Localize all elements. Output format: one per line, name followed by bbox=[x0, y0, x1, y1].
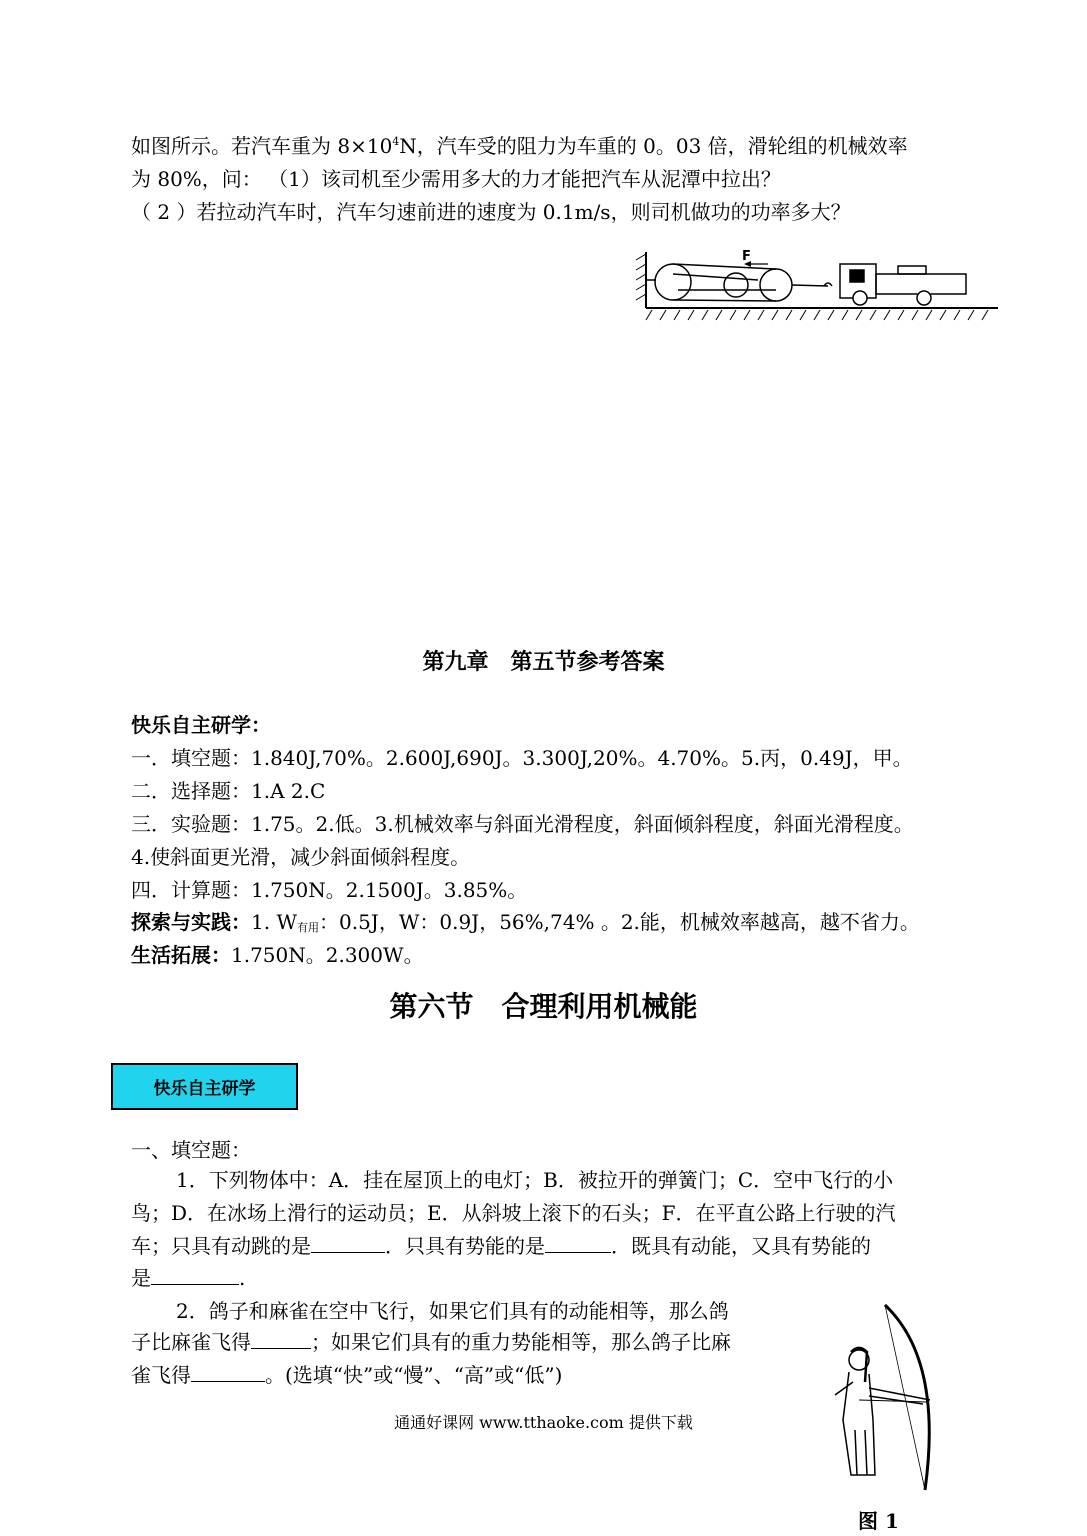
problem-text: N，汽车受的阻力为车重的 0。03 倍，滑轮组的机械效率 bbox=[399, 134, 908, 158]
wall-hatching bbox=[636, 254, 646, 300]
problem-text: 如图所示。若汽车重为 8×10 bbox=[131, 134, 393, 158]
q1-text: 车；只具有动跳的是 bbox=[131, 1234, 311, 1258]
answer-explore bbox=[131, 910, 920, 934]
pulley-movable bbox=[760, 269, 792, 301]
q2-text: 子比麻雀飞得 bbox=[131, 1330, 251, 1354]
q1-text: . bbox=[239, 1266, 246, 1290]
q2-line-3 bbox=[131, 1363, 562, 1387]
q1-line-2: 鸟；D．在冰场上滑行的运动员；E．从斜坡上滚下的石头；F．在平直公路上行驶的汽 bbox=[131, 1201, 896, 1225]
q1-line-3 bbox=[131, 1234, 871, 1258]
q1-line-1: 1．下列物体中：A．挂在屋顶上的电灯；B．被拉开的弹簧门；C．空中飞行的小 bbox=[176, 1168, 894, 1192]
fill-heading: 一、填空题： bbox=[131, 1138, 251, 1162]
q2-text: 雀飞得 bbox=[131, 1363, 191, 1387]
q1-blank-kinetic[interactable] bbox=[311, 1234, 385, 1253]
q2-line-1: 2．鸽子和麻雀在空中飞行，如果它们具有的动能相等，那么鸽 bbox=[176, 1299, 729, 1323]
answer-choice: 二．选择题：1.A 2.C bbox=[131, 779, 326, 803]
ground-hatching bbox=[646, 310, 988, 320]
pulley-small bbox=[724, 273, 748, 297]
force-label: F bbox=[742, 249, 751, 264]
q2-blank-speed[interactable] bbox=[251, 1330, 311, 1349]
q1-text: ．既具有动能，又具有势能的 bbox=[611, 1234, 871, 1258]
q2-line-2 bbox=[131, 1330, 731, 1354]
life-text: 1.750N。2.300W。 bbox=[231, 943, 424, 967]
q1-text: 是 bbox=[131, 1266, 151, 1290]
archer-figure bbox=[815, 1300, 950, 1500]
q2-text: 。(选填“快”或“慢”、“高”或“低”) bbox=[265, 1363, 563, 1387]
q2-text: ；如果它们具有的重力势能相等，那么鸽子比麻 bbox=[311, 1330, 731, 1354]
pulley-car-diagram bbox=[628, 240, 1000, 325]
q2-blank-height[interactable] bbox=[191, 1363, 265, 1382]
answer-fill: 一．填空题：1.840J,70%。2.600J,690J。3.300J,20%。4.70%。5.丙，0.49J，甲。 bbox=[131, 746, 913, 770]
q1-blank-potential[interactable] bbox=[545, 1234, 611, 1253]
answer-experiment: 三．实验题：1.75。2.低。3.机械效率与斜面光滑程度，斜面倾斜程度，斜面光滑程度。 bbox=[131, 812, 914, 836]
explore-label: 探索与实践： bbox=[131, 910, 251, 934]
q1-line-4 bbox=[131, 1266, 245, 1290]
answer-life bbox=[131, 943, 424, 967]
section6-label-box: 快乐自主研学 bbox=[111, 1063, 298, 1110]
answers-section-heading: 快乐自主研学： bbox=[131, 713, 271, 737]
answers-title: 第九章 第五节参考答案 bbox=[422, 650, 665, 675]
problem-line-3: （ 2 ）若拉动汽车时，汽车匀速前进的速度为 0.1m/s，则司机做功的功率多大？ bbox=[131, 200, 851, 224]
explore-text: 1. W bbox=[251, 910, 297, 934]
answer-experiment-cont: 4.使斜面更光滑，减少斜面倾斜程度。 bbox=[131, 845, 471, 869]
problem-line-1 bbox=[131, 134, 908, 158]
figure-1-label: 图 1 bbox=[858, 1509, 899, 1533]
q1-blank-both[interactable] bbox=[151, 1266, 239, 1285]
section6-title: 第六节 合理利用机械能 bbox=[389, 990, 698, 1023]
explore-subscript: 有用 bbox=[297, 921, 319, 934]
bow bbox=[885, 1305, 929, 1490]
pulley-fixed bbox=[655, 264, 691, 300]
life-label: 生活拓展： bbox=[131, 943, 231, 967]
truck bbox=[840, 264, 966, 305]
answer-calc: 四．计算题：1.750N。2.1500J。3.85%。 bbox=[131, 878, 528, 902]
footer-credit: 通通好课网 www.tthaoke.com 提供下载 bbox=[394, 1413, 693, 1432]
explore-text: ：0.5J，W：0.9J，56%,74% 。2.能，机械效率越高，越不省力。 bbox=[319, 910, 920, 934]
problem-line-2: 为 80%，问： （1）该司机至少需用多大的力才能把汽车从泥潭中拉出？ bbox=[131, 167, 781, 191]
q1-text: ．只具有势能的是 bbox=[385, 1234, 545, 1258]
exponent: 4 bbox=[392, 135, 400, 148]
